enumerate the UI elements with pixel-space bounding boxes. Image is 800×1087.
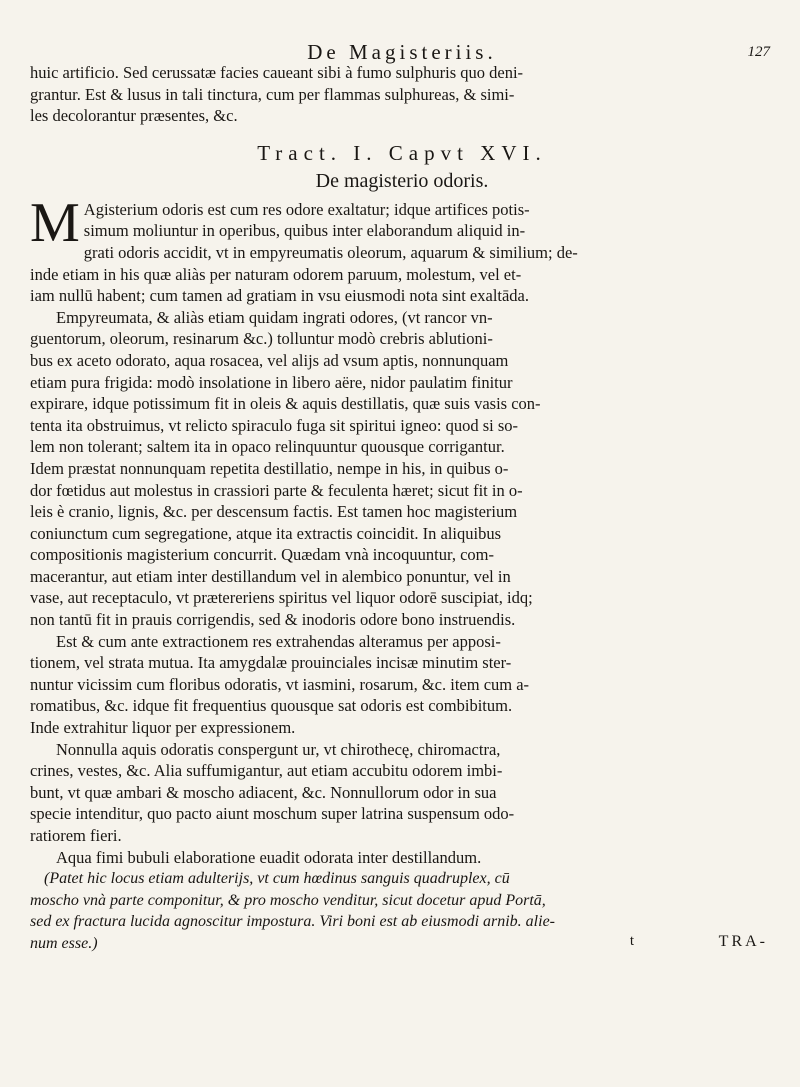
text-line: iam nullū habent; cum tamen ad gratiam in vsu eiusmodi nota sint exaltāda.	[30, 286, 530, 306]
text-line: non tantū fit in prauis corrigendis, sed & inodoris odore bono instruendis.	[30, 610, 516, 630]
text-line: vase, aut receptaculo, vt prætereriens spiritus vel liquor odorē suscipiat, idq;	[30, 588, 533, 608]
text-line: inde etiam in his quæ aliàs per naturam odorem paruum, molestum, vel et-	[30, 264, 522, 284]
text-line: leis è cranio, lignis, &c. per descensum factis. Est tamen hoc magisterium	[30, 502, 518, 522]
opening-fragment	[30, 62, 774, 127]
text-line: bunt, vt quæ ambari & moscho adiacent, &c. Nonnullorum odor in sua	[30, 782, 497, 802]
text-line: Inde extrahitur liquor per expressionem.	[30, 718, 296, 738]
page-number: 127	[747, 44, 770, 60]
text-line: lem non tolerant; saltem ita in opaco relinquuntur quousque corrigantur.	[30, 437, 505, 457]
page-footer	[30, 933, 774, 955]
note-line: sed ex fractura lucida agnoscitur impostura. Viri boni est ab eiusmodi arnib. alie-	[30, 913, 555, 931]
paragraph-3	[30, 631, 774, 739]
text-line: tenta ita obstruimus, vt relicto spiraculo fuga sit spiritui igneo: quod si so-	[30, 415, 519, 435]
text-line: Nonnulla aquis odoratis conspergunt ur, vt chirothecę, chiromactra,	[56, 739, 501, 759]
text-line: dor fœtidus aut molestus in crassiori parte & feculenta hæret; sicut fit in o-	[30, 480, 523, 500]
text-line: coniunctum cum segregatione, atque ita extractis coincidit. In aliquibus	[30, 523, 502, 543]
text-line: etiam pura frigida: modò insolatione in libero aëre, nidor paulatim finitur	[30, 372, 513, 392]
text-line: Idem præstat nonnunquam repetita destillatio, nempe in his, in quibus o-	[30, 458, 509, 478]
signature-mark: t	[629, 932, 634, 949]
note-line: (Patet hic locus etiam adulterijs, vt cum hœdinus sanguis quadruplex, cū	[44, 870, 510, 888]
text-line: les decolorantur præsentes, &c.	[30, 106, 238, 126]
paragraph-2	[30, 307, 774, 631]
text-line: huic artificio. Sed cerussatæ facies caueant sibi à fumo sulphuris quo deni-	[30, 63, 524, 82]
text-line: Agisterium odoris est cum res odore exaltatur; idque artifices potis-	[83, 199, 530, 219]
section-title: De magisterio odoris.	[315, 169, 489, 192]
paragraph-4	[30, 739, 774, 847]
text-line: Aqua fimi bubuli elaboratione euadit odorata inter destillandum.	[56, 847, 482, 867]
drop-cap: M	[30, 191, 80, 254]
text-line: ratiorem fieri.	[30, 826, 122, 845]
text-line: grati odoris accidit, vt in empyreumatis oleorum, aquarum & similium; de-	[83, 242, 578, 262]
text-line: Est & cum ante extractionem res extrahendas alteramus per apposi-	[56, 631, 501, 651]
text-line: simum moliuntur in operibus, quibus inter elaborandum aliquid in-	[83, 221, 526, 241]
note-line: num esse.)	[30, 934, 98, 952]
running-title: De Magisteriis.	[307, 40, 497, 64]
text-line: macerantur, aut etiam inter destillandum vel in alembico ponuntur, vel in	[30, 566, 511, 586]
paragraph-1	[30, 191, 774, 307]
text-line: nuntur vicissim cum floribus odoratis, vt iasmini, rosarum, &c. item cum a-	[30, 674, 530, 694]
text-line: compositionis magisterium concurrit. Quædam vnà incoquuntur, com-	[30, 545, 495, 565]
text-line: tionem, vel strata mutua. Ita amygdalæ prouinciales incisæ minutim ster-	[30, 653, 512, 673]
text-line: bus ex aceto odorato, aqua rosacea, vel alijs ad vsum aptis, nonnunquam	[30, 350, 509, 370]
text-line: expirare, idque potissimum fit in oleis & aquis destillatis, quæ suis vasis con-	[30, 394, 541, 414]
text-line: crines, vestes, &c. Alia suffumigantur, aut etiam accubitu odorem imbi-	[30, 761, 503, 781]
text-line: grantur. Est & lusus in tali tinctura, cum per flammas sulphureas, & simi-	[30, 84, 515, 104]
note-line: moscho vnà parte componitur, & pro moscho venditur, sicut docetur apud Portā,	[30, 891, 546, 909]
paragraph-5	[30, 847, 774, 869]
catchword: TRA-	[718, 932, 768, 950]
text-line: specie intenditur, quo pacto aiunt moschum super latrina suspensum odo-	[30, 804, 515, 824]
tract-heading: Tract. I. Capvt XVI.	[257, 140, 547, 165]
running-head	[30, 28, 774, 62]
text-line: Empyreumata, & aliàs etiam quidam ingrati odores, (vt rancor vn-	[56, 307, 493, 327]
text-line: romatibus, &c. idque fit frequentius quousque sat odoris est combibitum.	[30, 696, 513, 716]
text-line: guentorum, oleorum, resinarum &c.) tolluntur modò crebris ablutioni-	[30, 329, 493, 349]
